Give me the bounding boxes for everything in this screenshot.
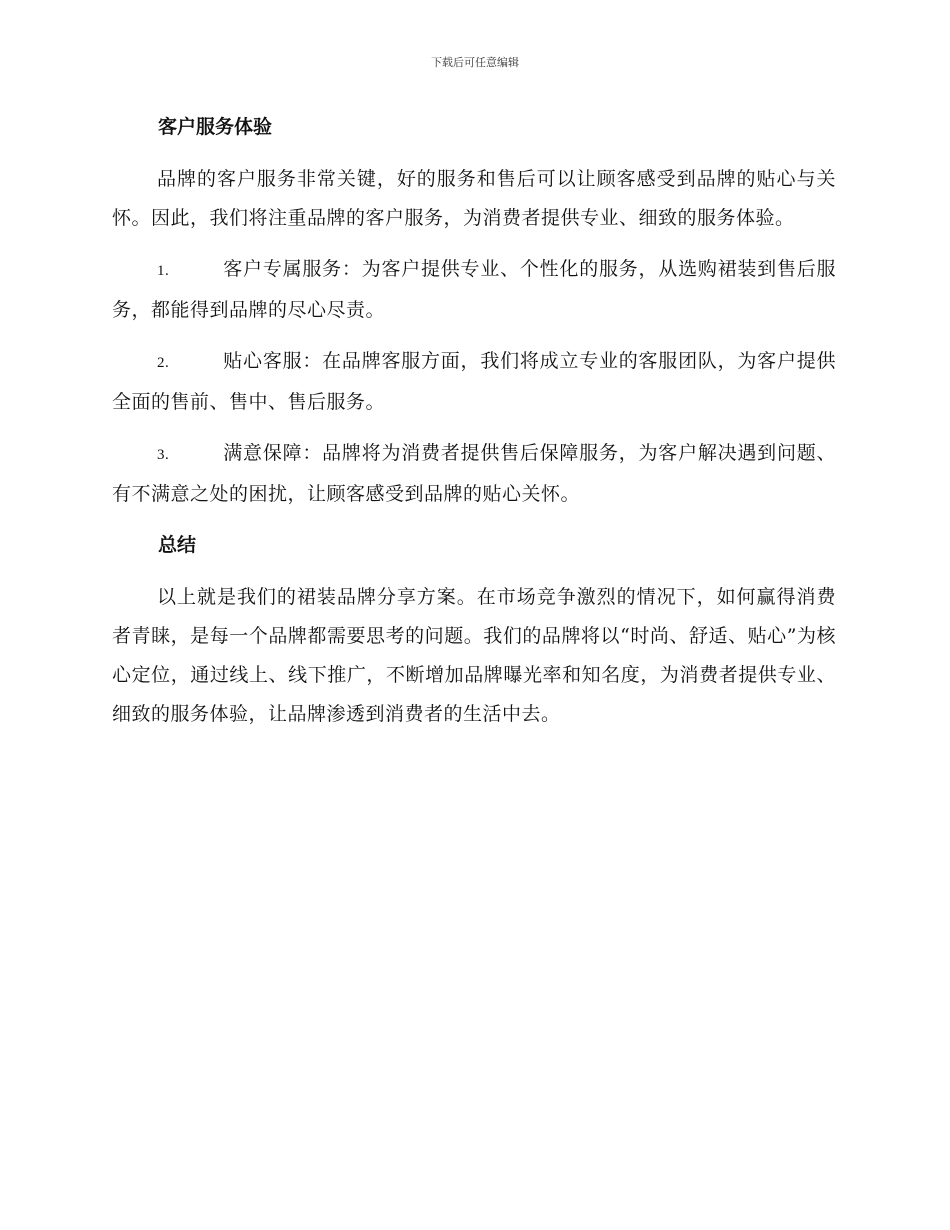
list-item [112, 342, 836, 422]
list-item-number: 3. [157, 447, 170, 463]
list-item-text: 满意保障：品牌将为消费者提供售后保障服务，为客户解决遇到问题、有不满意之处的困扰，让顾客感受到品牌的贴心关怀。 [112, 442, 836, 505]
section-title-customer-service: 客户服务体验 [158, 116, 273, 138]
list-item [112, 250, 836, 330]
list-item-number: 1. [157, 263, 170, 279]
list-item-number: 2. [157, 355, 170, 371]
list-item-text: 客户专属服务：为客户提供专业、个性化的服务，从选购裙装到售后服务，都能得到品牌的尽心尽责。 [112, 258, 836, 321]
list-item-text: 贴心客服：在品牌客服方面，我们将成立专业的客服团队，为客户提供全面的售前、售中、售后服务。 [112, 350, 836, 413]
page-header-note: 下载后可任意编辑 [431, 56, 519, 69]
document-body [112, 108, 836, 746]
section-intro-paragraph: 品牌的客户服务非常关键，好的服务和售后可以让顾客感受到品牌的贴心与关怀。因此，我们将注重品牌的客户服务，为消费者提供专业、细致的服务体验。 [112, 168, 836, 229]
summary-paragraph: 以上就是我们的裙装品牌分享方案。在市场竞争激烈的情况下，如何赢得消费者青睐，是每一个品牌都需要思考的问题。我们的品牌将以“时尚、舒适、贴心”为核心定位，通过线上、线下推广，不断增加品牌曝光率和知名度，为消费者提供专业、细致的服务体验，让品牌渗透到消费者的生活中去。 [112, 586, 836, 725]
section-title-summary: 总结 [158, 534, 197, 556]
list-item [112, 434, 836, 514]
